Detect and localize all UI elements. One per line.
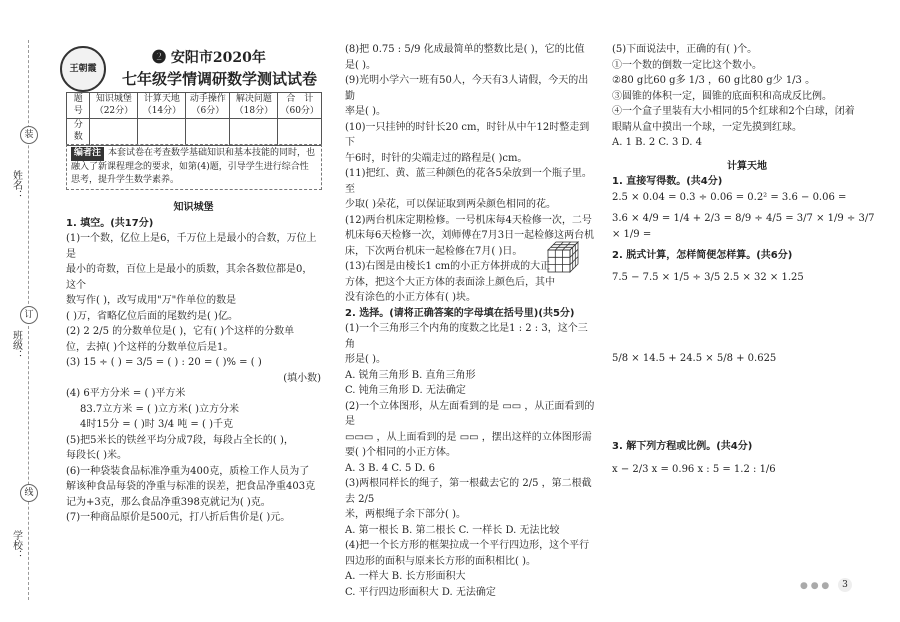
score-head-cell: 合 计（60分） — [278, 93, 322, 119]
question-line: (2) 2 2/5 的分数单位是( )，它有( )个这样的分数单 — [66, 326, 295, 337]
question-line: 4时15分 = ( )时 3/4 吨 = ( )千克 — [80, 419, 233, 430]
score-cell[interactable] — [186, 119, 230, 145]
calc-row: 5/8 × 14.5 + 24.5 × 5/8 + 0.625 — [612, 353, 777, 364]
choice-line: (4)把一个长方形的框架拉成一个平行四边形，这个平行 — [345, 540, 590, 551]
calc-row: 2.5 × 0.04 = 0.3 ÷ 0.06 = 0.2² = 3.6 − 0.06 = — [612, 191, 847, 203]
score-table — [66, 92, 322, 146]
question-heading: 3. 解下列方程或比例。(共4分) — [612, 440, 753, 452]
question-heading: 2. 选择。(请将正确答案的字母填在括号里)(共5分) — [345, 307, 575, 319]
choice-line: 形是( )。 — [345, 354, 386, 365]
question-line: 解该种食品每袋的净重与标准的误差，把食品净重403克 — [66, 481, 316, 492]
calc-row: 7.5 − 7.5 × 1/5 ÷ 3/5 2.5 × 32 × 1.25 — [612, 271, 804, 283]
section-title-calc: 计算天地 — [727, 160, 767, 172]
question-line: A. 1 B. 2 C. 3 D. 4 — [612, 137, 702, 148]
choice-line: A. 第一根长 B. 第二根长 C. 一样长 D. 无法比较 — [345, 524, 560, 536]
question-line: 没有涂色的小正方体有( )块。 — [345, 292, 476, 303]
question-line: (9)光明小学六一班有50人，今天有3人请假，今天的出勤 — [345, 75, 589, 102]
cut-mark-1: 装 — [20, 126, 38, 144]
question-line: ③圆锥的体积一定，圆锥的底面积和高成反比例。 — [612, 90, 832, 102]
question-line: 位，去掉( )个这样的分数单位后是1。 — [66, 341, 234, 353]
question-line: 机床每6天检修一次，刘师傅在7月3日一起检修这两台机 — [345, 230, 595, 241]
cut-mark-3: 线 — [20, 484, 38, 502]
exam-title-line2: 七年级学情调研数学测试试卷 — [122, 70, 318, 88]
question-line: (6)一种袋装食品标准净重为400克，质检工作人员为了 — [66, 465, 310, 477]
choice-line: ▭▭▭ ，从上面看到的是 ▭▭ ，摆出这样的立体图形需 — [345, 431, 592, 443]
question-line: 少取( )朵花，可以保证取到两朵颜色相同的花。 — [345, 199, 556, 210]
score-head-cell: 动手操作（6分） — [186, 93, 230, 119]
school-label: 学校： — [10, 530, 22, 560]
question-line: (8)把 0.75 : 5/9 化成最简单的整数比是( )，它的比值 — [345, 44, 585, 55]
choice-line: A. 3 B. 4 C. 5 D. 6 — [345, 462, 435, 474]
question-line: 方体，把这个大正方体的表面涂上颜色后，其中 — [345, 276, 555, 288]
editor-note-tag: 编者注 — [71, 147, 104, 161]
choice-line: (1)一个三角形三个内角的度数之比是1 : 2 : 3，这个三角 — [345, 323, 588, 350]
question-line: 眼睛从盒中摸出一个球，一定先摸到红球。 — [612, 121, 802, 133]
question-line: (填小数) — [283, 372, 321, 384]
question-line: (5)把5米长的铁丝平均分成7段，每段占全长的( )， — [66, 434, 294, 446]
score-cell[interactable] — [278, 119, 322, 145]
choice-line: (3)两根同样长的绳子，第一根截去它的 2/5 ，第二根截去 2/5 — [345, 478, 592, 505]
question-line: ( )万，省略亿位后面的尾数约是( )亿。 — [66, 310, 238, 322]
question-line: 记为+3克，那么食品净重398克就记为( )克。 — [66, 496, 271, 508]
editor-note — [66, 144, 322, 190]
question-heading: 1. 填空。(共17分) — [66, 217, 154, 229]
question-line: (5)下面说法中，正确的有( )个。 — [612, 44, 758, 55]
score-head-cell: 题 号 — [67, 93, 90, 119]
choice-line: C. 平行四边形面积大 D. 无法确定 — [345, 586, 496, 598]
question-line: 率是( )。 — [345, 106, 386, 117]
question-line: 午6时，时针的尖端走过的路程是( )cm。 — [345, 152, 528, 164]
column-2 — [345, 42, 597, 600]
question-heading: 1. 直接写得数。(共4分) — [612, 176, 723, 187]
exam-title-line1: ❷ 安阳市2020年 — [152, 50, 266, 66]
editor-note-text: 本套试卷在考查数学基础知识和基本技能的同时，也融入了新课程理念的要求，如第(4)题，引导学生进行综合性思考，提升学生数学素养。 — [71, 148, 316, 185]
question-heading: 2. 脱式计算，怎样简便怎样算。(共6分) — [612, 250, 793, 261]
score-row-label: 分 数 — [67, 119, 90, 145]
publisher-logo: 王朝霞 — [60, 46, 106, 92]
column-1 — [66, 200, 321, 526]
question-line: (11)把红、黄、蓝三种颜色的花各5朵放到一个瓶子里。至 — [345, 168, 592, 195]
score-head-cell: 解决问题（18分） — [230, 93, 278, 119]
column-3 — [612, 42, 882, 478]
question-line: (7)一种商品原价是500元，打八折后售价是( )元。 — [66, 512, 291, 523]
question-line: 是( )。 — [345, 59, 376, 71]
question-line: 每段长( )米。 — [66, 450, 127, 461]
question-line: 最小的奇数，百位上是最小的质数，其余各数位都是0，这个 — [66, 264, 313, 291]
cube-figure — [546, 240, 580, 274]
question-line: (12)两台机床定期检修。一号机床每4天检修一次，二号 — [345, 214, 592, 226]
question-line: (1)一个数，亿位上是6，千万位上是最小的合数，万位上是 — [66, 233, 317, 260]
score-head-cell: 知识城堡（22分） — [90, 93, 138, 119]
score-cell[interactable] — [90, 119, 138, 145]
calc-row: x − 2/3 x = 0.96 x : 5 = 1.2 : 1/6 — [612, 464, 776, 475]
calc-row: 3.6 × 4/9 = 1/4 + 2/3 = 8/9 ÷ 4/5 = 3/7 × 1/9 ÷ 3/7 × 1/9 = — [612, 213, 875, 240]
question-line: (3) 15 ÷ ( ) = 3/5 = ( ) : 20 = ( )% = ( ) — [66, 357, 262, 368]
question-line: 83.7立方米 = ( )立方米( )立方分米 — [80, 403, 239, 415]
question-line: (10)一只挂钟的时针长20 cm，时针从中午12时整走到下 — [345, 121, 590, 148]
class-label: 班级： — [10, 330, 22, 360]
question-line: ②80 g比60 g多 1/3 ，60 g比80 g少 1/3 。 — [612, 75, 816, 86]
section-title-knowledge: 知识城堡 — [173, 202, 214, 213]
question-line: ①一个数的倒数一定比这个数小。 — [612, 59, 762, 71]
question-line: 床，下次两台机床一起检修在7月( )日。 — [345, 245, 523, 257]
choice-line: A. 锐角三角形 B. 直角三角形 — [345, 369, 476, 381]
score-cell[interactable] — [230, 119, 278, 145]
page-number: 3 — [838, 578, 852, 592]
question-line: ④一个盒子里装有大小相同的5个红球和2个白球，闭着 — [612, 106, 855, 117]
binding-margin — [0, 0, 58, 622]
question-line: (13)右图是由棱长1 cm的小正方体拼成的大正 — [345, 261, 551, 272]
score-cell[interactable] — [138, 119, 186, 145]
choice-line: 要( )个相同的小正方体。 — [345, 447, 456, 458]
name-label: 姓名： — [10, 170, 22, 200]
choice-line: A. 一样大 B. 长方形面积大 — [345, 571, 466, 582]
page-decoration: ● ● ● — [800, 581, 830, 591]
choice-line: 四边形的面积与原来长方形的面积相比( )。 — [345, 555, 536, 567]
cut-mark-2: 订 — [20, 306, 38, 324]
choice-line: (2)一个立体图形，从左面看到的是 ▭▭ ，从正面看到的是 — [345, 400, 595, 427]
question-line: 数写作( )，改写成用"万"作单位的数是 — [66, 295, 237, 306]
choice-line: C. 钝角三角形 D. 无法确定 — [345, 385, 466, 396]
question-line: (4) 6平方分米 = ( )平方米 — [66, 388, 186, 399]
score-head-cell: 计算天地（14分） — [138, 93, 186, 119]
choice-line: 米，两根绳子余下部分( )。 — [345, 509, 466, 520]
